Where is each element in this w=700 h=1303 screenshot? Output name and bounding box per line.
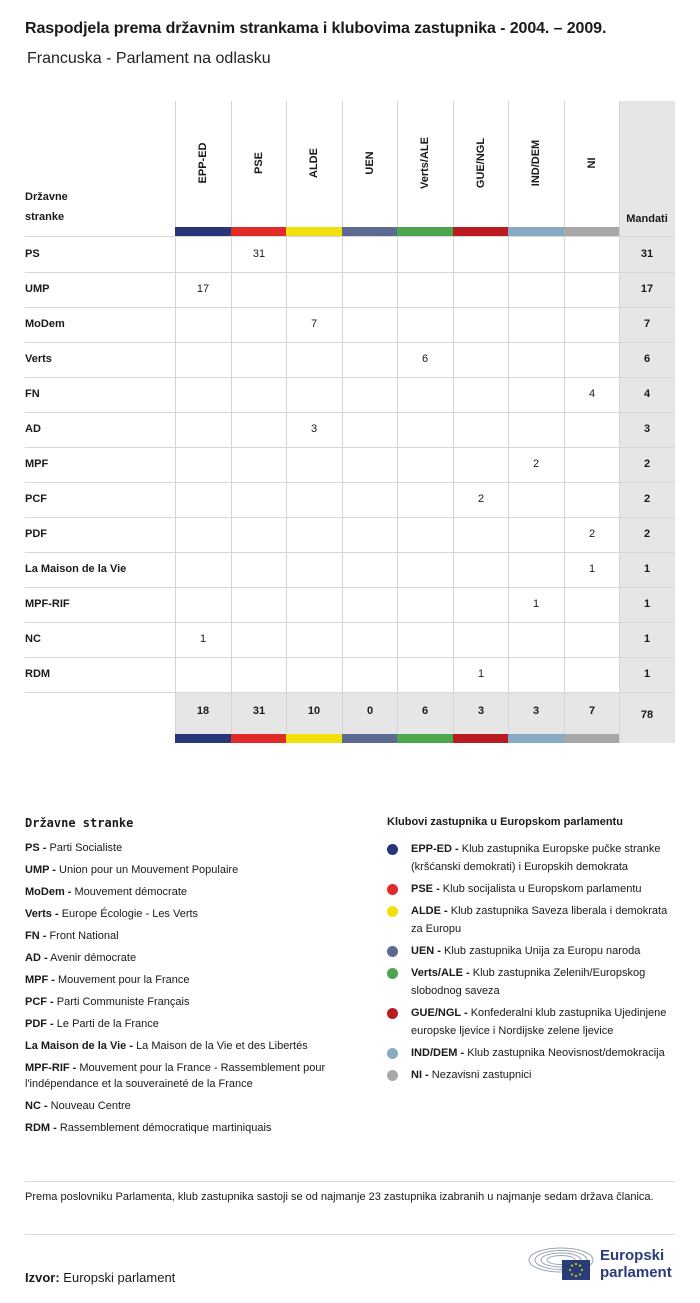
row-divider (25, 552, 675, 553)
party-abbr: MoDem - (25, 886, 72, 898)
group-abbr: GUE/NGL - (411, 1007, 468, 1019)
row-divider (25, 342, 675, 343)
group-color-dot-icon (387, 1070, 398, 1081)
group-color-dot-icon (387, 968, 398, 979)
group-color-dot-icon (387, 884, 398, 895)
party-name: Mouvement démocrate (74, 886, 188, 898)
party-legend-item (25, 950, 365, 966)
row-total: 2 (643, 493, 651, 505)
group-color-dot-icon (387, 1008, 398, 1019)
group-header-label: PSE (253, 151, 265, 175)
row-total: 1 (643, 633, 651, 645)
party-name: Nouveau Centre (50, 1100, 131, 1112)
group-header-label: EPP-ED (197, 142, 209, 184)
row-divider (25, 377, 675, 378)
group-header-epp-ed (175, 101, 231, 225)
group-color-bar (397, 734, 453, 743)
divider (25, 1234, 675, 1235)
group-header-label: GUE/NGL (475, 137, 487, 189)
group-legend-item (387, 1066, 677, 1084)
group-header-ni (564, 101, 620, 225)
group-total: 18 (196, 705, 210, 717)
party-legend-item (25, 1016, 365, 1032)
party-name: Le Parti de la France (56, 1018, 159, 1030)
groups-legend-heading: Klubovi zastupnika u Europskom parlamentu (387, 816, 623, 828)
row-party-label: RDM (25, 668, 51, 680)
group-legend-item (387, 1004, 677, 1040)
party-abbr: MPF - (25, 974, 55, 986)
group-color-dot-icon (387, 844, 398, 855)
table-cell: 1 (588, 563, 596, 575)
group-color-bar (453, 734, 508, 743)
party-legend-item (25, 972, 365, 988)
parties-legend-heading: Državne stranke (25, 816, 134, 830)
party-legend-item (25, 1038, 365, 1054)
party-abbr: PDF - (25, 1018, 54, 1030)
mandati-column-bg (619, 101, 675, 743)
party-name: Parti Communiste Français (56, 996, 190, 1008)
group-header-ind-dem (508, 101, 564, 225)
parties-legend (25, 816, 365, 1142)
row-party-label: PCF (25, 493, 47, 505)
row-divider (25, 236, 675, 237)
group-header-label: UEN (364, 151, 376, 175)
row-divider (25, 587, 675, 588)
party-legend-item (25, 862, 365, 878)
group-abbr: IND/DEM - (411, 1047, 465, 1059)
group-color-bar (508, 734, 564, 743)
groups-legend (387, 816, 677, 1088)
party-name: Mouvement pour la France (58, 974, 190, 986)
group-color-bar (342, 227, 397, 236)
row-party-label: Verts (25, 353, 52, 365)
group-legend-item (387, 964, 677, 1000)
party-name: Union pour un Mouvement Populaire (59, 864, 239, 876)
source-label: Izvor: (25, 1270, 60, 1285)
row-party-label: FN (25, 388, 40, 400)
group-legend-item (387, 880, 677, 898)
table-cell: 2 (477, 493, 485, 505)
table-cell: 31 (252, 248, 266, 260)
party-name: Europe Écologie - Les Verts (61, 908, 199, 920)
mandati-header: Mandati (626, 213, 668, 225)
row-divider (25, 447, 675, 448)
party-name: Front National (49, 930, 119, 942)
group-legend-item (387, 942, 677, 960)
row-party-label: PDF (25, 528, 47, 540)
row-total: 2 (643, 528, 651, 540)
party-abbr: PS - (25, 842, 47, 854)
group-color-dot-icon (387, 906, 398, 917)
row-divider (25, 412, 675, 413)
party-abbr: UMP - (25, 864, 56, 876)
party-legend-item (25, 1098, 365, 1114)
party-name: La Maison de la Vie et des Libertés (136, 1040, 308, 1052)
row-total: 1 (643, 563, 651, 575)
party-legend-item (25, 928, 365, 944)
party-abbr: Verts - (25, 908, 59, 920)
party-abbr: AD - (25, 952, 48, 964)
table-cell: 3 (310, 423, 318, 435)
group-color-dot-icon (387, 1048, 398, 1059)
group-abbr: NI - (411, 1069, 429, 1081)
group-header-gue-ngl (453, 101, 509, 225)
source-value: Europski parlament (63, 1270, 176, 1285)
group-name: Klub socijalista u Europskom parlamentu (442, 883, 642, 895)
group-total: 31 (252, 705, 266, 717)
party-legend-item (25, 884, 365, 900)
row-header-label: Državne stranke (25, 191, 68, 223)
row-total: 7 (643, 318, 651, 330)
group-name: Konfederalni klub zastupnika Ujedinjene europske ljevice i Nordijske zelene ljevice (411, 1007, 667, 1037)
group-total: 3 (532, 705, 540, 717)
page-title: Raspodjela prema državnim strankama i klubovima zastupnika - 2004. – 2009. (25, 20, 607, 37)
table-cell: 17 (196, 283, 210, 295)
table-cell: 1 (477, 668, 485, 680)
group-header-alde (286, 101, 342, 225)
group-header-label: Verts/ALE (419, 137, 431, 189)
row-divider (25, 307, 675, 308)
distribution-table (25, 101, 675, 743)
row-total: 31 (640, 248, 654, 260)
group-color-bar (564, 227, 619, 236)
row-total: 6 (643, 353, 651, 365)
group-color-bar (286, 734, 342, 743)
group-header-label: IND/DEM (530, 139, 542, 187)
row-party-label: AD (25, 423, 41, 435)
party-name: Mouvement pour la France - Rassemblement pour l'indépendance et la souveraineté de la France (25, 1062, 326, 1090)
table-cell: 1 (532, 598, 540, 610)
party-abbr: FN - (25, 930, 47, 942)
table-cell: 2 (588, 528, 596, 540)
group-abbr: Verts/ALE - (411, 967, 470, 979)
group-legend-item (387, 1044, 677, 1062)
row-party-label: NC (25, 633, 41, 645)
table-cell: 2 (532, 458, 540, 470)
party-legend-item (25, 1060, 365, 1092)
group-color-bar (231, 734, 286, 743)
party-legend-item (25, 906, 365, 922)
party-legend-item (25, 994, 365, 1010)
row-total: 1 (643, 598, 651, 610)
row-total: 3 (643, 423, 651, 435)
party-abbr: PCF - (25, 996, 54, 1008)
group-total: 6 (421, 705, 429, 717)
group-color-bar (175, 734, 231, 743)
party-name: Rassemblement démocratique martiniquais (59, 1122, 272, 1134)
grand-total: 78 (640, 709, 654, 721)
row-party-label: MoDem (25, 318, 65, 330)
parliament-hemicycle-icon (528, 1244, 598, 1284)
group-abbr: PSE - (411, 883, 440, 895)
group-color-bar (564, 734, 619, 743)
group-color-bar (508, 227, 564, 236)
row-party-label: La Maison de la Vie (25, 563, 127, 575)
party-legend-item (25, 840, 365, 856)
group-header-verts-ale (397, 101, 453, 225)
logo-line-1: Europski (600, 1247, 665, 1264)
group-color-dot-icon (387, 946, 398, 957)
table-cell: 6 (421, 353, 429, 365)
group-abbr: ALDE - (411, 905, 448, 917)
group-name: Nezavisni zastupnici (431, 1069, 532, 1081)
group-color-bar (342, 734, 397, 743)
group-total: 10 (307, 705, 321, 717)
page-subtitle: Francuska - Parlament na odlasku (27, 50, 271, 67)
group-header-pse (231, 101, 287, 225)
row-divider (25, 692, 675, 693)
party-abbr: MPF-RIF - (25, 1062, 77, 1074)
row-divider (25, 622, 675, 623)
group-color-bar (175, 227, 231, 236)
row-divider (25, 482, 675, 483)
row-party-label: MPF-RIF (25, 598, 70, 610)
group-color-bar (231, 227, 286, 236)
table-cell: 7 (310, 318, 318, 330)
row-total: 2 (643, 458, 651, 470)
group-header-label: NI (586, 157, 598, 169)
group-header-uen (342, 101, 398, 225)
group-name: Klub zastupnika Neovisnost/demokracija (467, 1047, 665, 1059)
group-total: 3 (477, 705, 485, 717)
group-name: Klub zastupnika Saveza liberala i demokrata za Europu (411, 905, 668, 935)
row-divider (25, 272, 675, 273)
group-color-bar (286, 227, 342, 236)
party-name: Parti Socialiste (49, 842, 123, 854)
group-abbr: EPP-ED - (411, 843, 459, 855)
row-divider (25, 657, 675, 658)
group-name: Klub zastupnika Unija za Europu naroda (444, 945, 641, 957)
european-parliament-logo (528, 1244, 678, 1284)
party-abbr: NC - (25, 1100, 48, 1112)
table-cell: 4 (588, 388, 596, 400)
row-total: 1 (643, 668, 651, 680)
table-cell: 1 (199, 633, 207, 645)
row-total: 4 (643, 388, 651, 400)
party-abbr: La Maison de la Vie - (25, 1040, 133, 1052)
group-total: 7 (588, 705, 596, 717)
row-party-label: UMP (25, 283, 50, 295)
group-header-label: ALDE (308, 148, 320, 178)
row-party-label: MPF (25, 458, 49, 470)
group-total: 0 (366, 705, 374, 717)
party-abbr: RDM - (25, 1122, 57, 1134)
logo-line-2: parlament (600, 1264, 672, 1281)
row-party-label: PS (25, 248, 40, 260)
divider (25, 1181, 675, 1182)
group-abbr: UEN - (411, 945, 441, 957)
group-legend-item (387, 840, 677, 876)
party-name: Avenir démocrate (50, 952, 137, 964)
group-name: Klub zastupnika Zelenih/Europskog slobodnog saveza (411, 967, 646, 997)
source-line (25, 1270, 175, 1285)
row-total: 17 (640, 283, 654, 295)
party-legend-item (25, 1120, 365, 1136)
group-legend-item (387, 902, 677, 938)
row-divider (25, 517, 675, 518)
group-color-bar (453, 227, 508, 236)
group-name: Klub zastupnika Europske pučke stranke (kršćanski demokrati) i Europskih demokrata (411, 843, 661, 873)
group-color-bar (397, 227, 453, 236)
footnote: Prema poslovniku Parlamenta, klub zastupnika sastoji se od najmanje 23 zastupnika izabranih u najmanje sedam država članica. (25, 1191, 654, 1203)
